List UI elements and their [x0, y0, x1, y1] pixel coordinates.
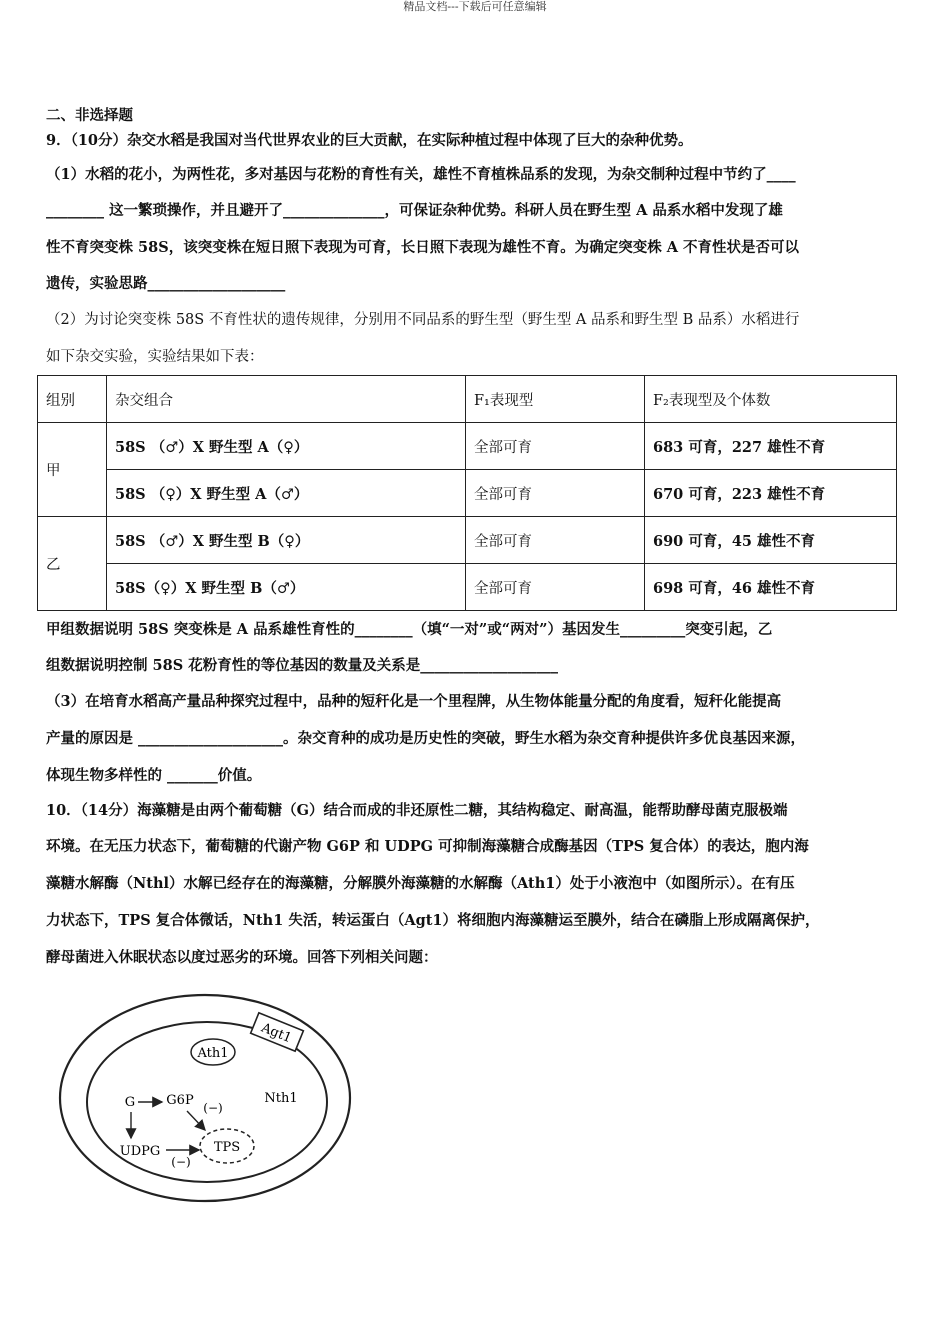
header-cross: 杂交组合 [107, 376, 466, 423]
udpg-label: UDPG [119, 1144, 161, 1159]
q9-after-line2: 组数据说明控制 58S 花粉育性的等位基因的数量及关系是___________________ [46, 657, 558, 674]
cross-cell: 58S （♂）X 野生型 A（♀） [107, 423, 466, 470]
agt1-label: Agt1 [259, 1020, 294, 1047]
q9-intro: 9．（10分）杂交水稻是我国对当代世界农业的巨大贡献，在实际种植过程中体现了巨大的杂种优势。 [46, 132, 693, 149]
cross-results-table [37, 375, 897, 611]
f1-cell: 全部可育 [466, 564, 645, 611]
table-row [38, 517, 897, 564]
q9-p3-line3: 体现生物多样性的 _______价值。 [46, 767, 262, 784]
f1-cell: 全部可育 [466, 423, 645, 470]
g-label: G [124, 1095, 136, 1110]
f2-cell: 698 可育，46 雄性不育 [645, 564, 897, 611]
q9-p1-line2: ________ 这一繁琐操作，并且避开了______________，可保证杂种优势。科研人员在野生型 A 品系水稻中发现了雄 [46, 202, 783, 219]
ath1-label: Ath1 [197, 1046, 229, 1061]
q10-line5: 酵母菌进入休眠状态以度过恶劣的环境。回答下列相关问题： [46, 949, 438, 966]
f2-cell: 670 可育，223 雄性不育 [645, 470, 897, 517]
f2-cell: 683 可育，227 雄性不育 [645, 423, 897, 470]
q10-line1: 10．（14分）海藻糖是由两个葡萄糖（G）结合而成的非还原性二糖，其结构稳定、耐高温，能帮助酵母菌克服极端 [46, 802, 788, 819]
q9-p1-line3: 性不育突变株 58S，该突变株在短日照下表现为可育，长日照下表现为雄性不育。为确定突变株 A 不育性状是否可以 [46, 239, 800, 256]
q9-after-line1: 甲组数据说明 58S 突变株是 A 品系雄性育性的________（填“一对”或“两对”）基因发生_________突变引起，乙 [46, 621, 773, 638]
cross-cell: 58S （♀）X 野生型 A（♂） [107, 470, 466, 517]
q10-line4: 力状态下，TPS 复合体微话，Nth1 失活，转运蛋白（Agt1）将细胞内海藻糖运至膜外，结合在磷脂上形成隔离保护， [46, 912, 820, 929]
header-f2: F₂表现型及个体数 [645, 376, 897, 423]
page-header: 精品文档---下载后可任意编辑 [403, 0, 547, 13]
q10-line2: 环境。在无压力状态下，葡萄糖的代谢产物 G6P 和 UDPG 可抑制海藻糖合成酶基因（TPS 复合体）的表达，胞内海 [46, 838, 809, 855]
cross-cell: 58S （♂）X 野生型 B（♀） [107, 517, 466, 564]
inhibit1-label: (−) [203, 1101, 223, 1115]
yeast-cell-diagram [55, 990, 365, 1205]
cross-cell: 58S（♀）X 野生型 B（♂） [107, 564, 466, 611]
q9-p1-line4: 遗传，实验思路___________________ [46, 275, 286, 292]
group-name: 甲 [38, 423, 107, 517]
nth1-label: Nth1 [264, 1091, 298, 1106]
inhibit2-label: (−) [171, 1155, 191, 1169]
cell-wall-outline [60, 995, 350, 1201]
f1-cell: 全部可育 [466, 470, 645, 517]
q9-p2-line2: 如下杂交实验，实验结果如下表： [46, 349, 264, 365]
q10-line3: 藻糖水解酶（Nthl）水解已经存在的海藻糖，分解膜外海藻糖的水解酶（Ath1）处于小液泡中（如图所示）。在有压 [46, 875, 795, 892]
table-row [38, 423, 897, 470]
header-f1: F₁表现型 [466, 376, 645, 423]
group-name: 乙 [38, 517, 107, 611]
q9-p3-line1: （3）在培育水稻高产量品种探究过程中，品种的短秆化是一个里程牌，从生物体能量分配的角度看，短秆化能提高 [46, 693, 782, 710]
table-header-row [38, 376, 897, 423]
tps-label: TPS [213, 1140, 241, 1155]
table-row [38, 470, 897, 517]
f1-cell: 全部可育 [466, 517, 645, 564]
g6p-label: G6P [166, 1093, 194, 1108]
q9-p3-line2: 产量的原因是 ____________________。杂交育种的成功是历史性的突破，野生水稻为杂交育种提供许多优良基因来源， [46, 730, 806, 747]
section-title: 二、非选择题 [46, 107, 133, 124]
header-group: 组别 [38, 376, 107, 423]
q9-p1-line1: （1）水稻的花小，为两性花，多对基因与花粉的育性有关，雄性不育植株品系的发现，为杂交制种过程中节约了____ [46, 166, 796, 183]
q9-p2-line1: （2）为讨论突变株 58S 不育性状的遗传规律，分别用不同品系的野生型（野生型 A 品系和野生型 B 品系）水稻进行 [46, 312, 800, 328]
table-row [38, 564, 897, 611]
f2-cell: 690 可育，45 雄性不育 [645, 517, 897, 564]
